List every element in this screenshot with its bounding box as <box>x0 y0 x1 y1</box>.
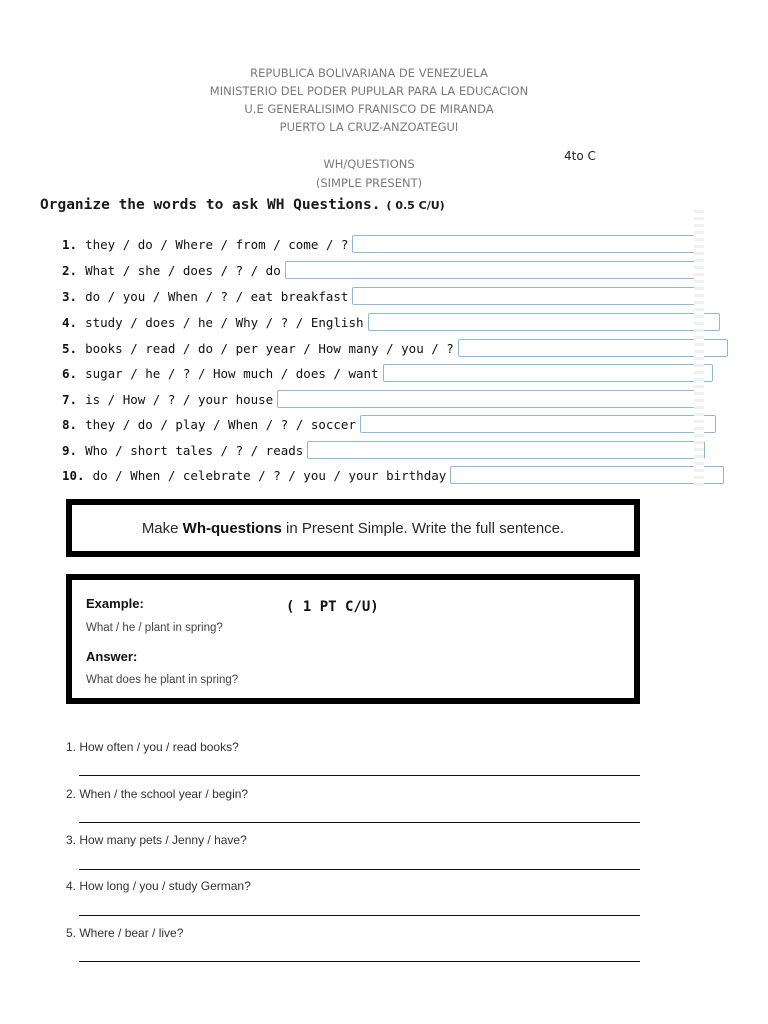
answer-line-1[interactable] <box>79 775 640 776</box>
question-prompt: sugar / he / ? / How much / does / want <box>85 365 379 381</box>
answer-input-9[interactable] <box>307 441 705 459</box>
question-prompt: do / When / celebrate / ? / you / your birthday <box>92 467 447 483</box>
subject-subtitle: (SIMPLE PRESENT) <box>315 176 423 190</box>
question-number: 8. <box>62 416 78 432</box>
question-row-6 <box>62 362 713 384</box>
answer-input-8[interactable] <box>360 415 716 433</box>
part1-instruction-text: Organize the words to ask WH Questions. <box>40 197 381 213</box>
question-number: 1. <box>62 236 78 252</box>
grade-label: 4to C <box>564 149 596 163</box>
question-number: 7. <box>62 391 78 407</box>
answer-line-3[interactable] <box>79 869 640 870</box>
part2-question-5: 5. Where / bear / live? <box>66 926 184 940</box>
part1-points: ( 0.5 C/U) <box>386 199 445 212</box>
banner-bold: Wh-questions <box>182 519 282 537</box>
answer-input-7[interactable] <box>277 390 702 408</box>
answer-input-6[interactable] <box>383 364 713 382</box>
question-row-10 <box>62 464 724 486</box>
header-line-1: REPUBLICA BOLIVARIANA DE VENEZUELA <box>250 66 488 80</box>
banner-post: in Present Simple. Write the full sentence. <box>281 519 565 537</box>
question-number: 5. <box>62 340 78 356</box>
example-box <box>66 574 640 704</box>
answer-line-2[interactable] <box>79 822 640 823</box>
scan-edge-artifact <box>694 210 704 486</box>
part2-question-2: 2. When / the school year / begin? <box>66 787 249 801</box>
question-number: 10. <box>62 467 85 483</box>
part2-question-1: 1. How often / you / read books? <box>66 740 239 754</box>
part1-instruction <box>40 197 445 213</box>
question-number: 9. <box>62 442 78 458</box>
question-prompt: is / How / ? / your house <box>85 391 274 407</box>
question-number: 6. <box>62 365 78 381</box>
answer-input-5[interactable] <box>458 339 728 357</box>
answer-input-1[interactable] <box>352 235 702 253</box>
question-row-5 <box>62 337 728 359</box>
question-row-9 <box>62 439 705 461</box>
question-prompt: Who / short tales / ? / reads <box>85 442 304 458</box>
banner-pre: Make <box>141 519 183 537</box>
question-row-8 <box>62 413 716 435</box>
question-prompt: What / she / does / ? / do <box>85 262 281 278</box>
question-prompt: they / do / Where / from / come / ? <box>85 236 349 252</box>
answer-input-10[interactable] <box>450 466 724 484</box>
part2-question-4: 4. How long / you / study German? <box>66 879 251 893</box>
header-line-3: U.E GENERALISIMO FRANISCO DE MIRANDA <box>244 102 494 116</box>
question-prompt: books / read / do / per year / How many / you / ? <box>85 340 454 356</box>
answer-input-3[interactable] <box>352 287 704 305</box>
question-number: 2. <box>62 262 78 278</box>
question-row-1 <box>62 233 702 255</box>
part2-instruction-banner <box>66 499 640 557</box>
question-number: 3. <box>62 288 78 304</box>
answer-line-4[interactable] <box>79 915 640 916</box>
question-row-2 <box>62 259 697 281</box>
question-row-7 <box>62 388 702 410</box>
part2-question-3: 3. How many pets / Jenny / have? <box>66 833 247 847</box>
answer-input-2[interactable] <box>285 261 697 279</box>
banner-text <box>142 520 564 537</box>
example-label: Example: <box>86 596 144 611</box>
question-prompt: they / do / play / When / ? / soccer <box>85 416 356 432</box>
answer-input-4[interactable] <box>368 313 720 331</box>
subject-title: WH/QUESTIONS <box>323 157 415 171</box>
answer-text: What does he plant in spring? <box>86 674 239 686</box>
question-row-3 <box>62 285 704 307</box>
question-prompt: do / you / When / ? / eat breakfast <box>85 288 349 304</box>
question-row-4 <box>62 311 720 333</box>
answer-line-5[interactable] <box>79 961 640 962</box>
answer-label: Answer: <box>86 649 138 664</box>
question-number: 4. <box>62 314 78 330</box>
header-line-4: PUERTO LA CRUZ-ANZOATEGUI <box>279 120 459 134</box>
question-prompt: study / does / he / Why / ? / English <box>85 314 364 330</box>
header-line-2: MINISTERIO DEL PODER PUPULAR PARA LA EDUCACION <box>209 84 529 98</box>
part2-points: ( 1 PT C/U) <box>286 599 379 615</box>
example-text: What / he / plant in spring? <box>86 622 223 634</box>
